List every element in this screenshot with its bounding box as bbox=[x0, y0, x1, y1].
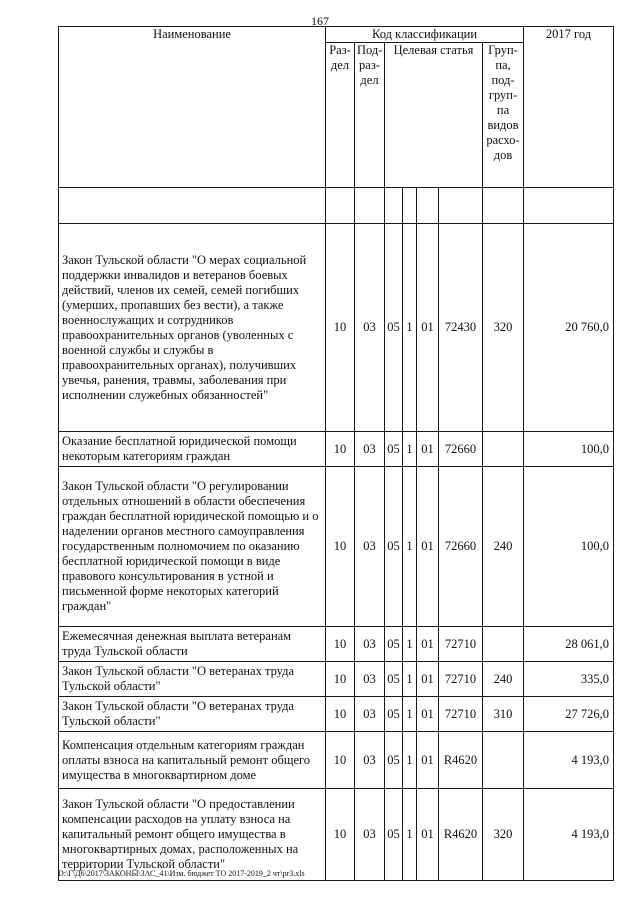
file-path-footer: D:\Г\Д6\2017\ЗАКОНЫ\ЗАС_41\Изм. бюджет ТО 2017-2019_2 чт\pr3.xls bbox=[58, 869, 305, 878]
row-expense-group bbox=[483, 732, 524, 789]
header-section: Раз- дел bbox=[326, 43, 355, 188]
row-amount: 100,0 bbox=[524, 467, 614, 627]
row-subsection: 03 bbox=[355, 697, 385, 732]
spacer-cell bbox=[385, 188, 403, 224]
table-row bbox=[59, 224, 614, 432]
table-row bbox=[59, 467, 614, 627]
header-name: Наименование bbox=[59, 27, 326, 188]
row-amount: 28 061,0 bbox=[524, 627, 614, 662]
row-expense-group: 320 bbox=[483, 224, 524, 432]
row-name: Закон Тульской области "О регулировании отдельных отношений в области обеспечения граждан бесплатной юридической помощью и о наделении органов местного самоуправления государственным полномочием по оказанию бесплатной юридической помощи в виде правового консультирования в устной и письменной форме некоторых категорий граждан" bbox=[59, 467, 326, 627]
row-subsection: 03 bbox=[355, 432, 385, 467]
row-target-part-1: 05 bbox=[385, 432, 403, 467]
table-body bbox=[59, 188, 614, 881]
header-target-article: Целевая статья bbox=[385, 43, 483, 188]
row-target-part-1: 05 bbox=[385, 627, 403, 662]
row-target-part-1: 05 bbox=[385, 697, 403, 732]
row-name: Закон Тульской области "О ветеранах труда Тульской области" bbox=[59, 697, 326, 732]
row-target-part-3: 01 bbox=[417, 467, 439, 627]
row-target-part-1: 05 bbox=[385, 224, 403, 432]
spacer-cell bbox=[355, 188, 385, 224]
row-amount: 100,0 bbox=[524, 432, 614, 467]
row-amount: 20 760,0 bbox=[524, 224, 614, 432]
row-section: 10 bbox=[326, 467, 355, 627]
row-target-part-2: 1 bbox=[403, 627, 417, 662]
row-expense-group: 310 bbox=[483, 697, 524, 732]
row-subsection: 03 bbox=[355, 627, 385, 662]
row-subsection: 03 bbox=[355, 662, 385, 697]
row-amount: 27 726,0 bbox=[524, 697, 614, 732]
table-row bbox=[59, 432, 614, 467]
row-target-part-4: 72660 bbox=[439, 467, 483, 627]
table-header bbox=[59, 27, 614, 188]
table-row bbox=[59, 789, 614, 881]
row-target-part-2: 1 bbox=[403, 789, 417, 881]
row-subsection: 03 bbox=[355, 732, 385, 789]
row-target-part-3: 01 bbox=[417, 697, 439, 732]
row-target-part-3: 01 bbox=[417, 662, 439, 697]
row-target-part-4: 72710 bbox=[439, 662, 483, 697]
row-name: Закон Тульской области "О мерах социальной поддержки инвалидов и ветеранов боевых действий, членов их семей, семей погибших (умерших, пропавших без вести), а также военнослужащих и сотрудников правоохранительных органов (уволенных с военной службы и службы в правоохранительных органах), получивших увечья, ранения, травмы, заболевания при исполнении служебных обязанностей" bbox=[59, 224, 326, 432]
row-target-part-2: 1 bbox=[403, 467, 417, 627]
spacer-cell bbox=[524, 188, 614, 224]
spacer-cell bbox=[326, 188, 355, 224]
row-subsection: 03 bbox=[355, 789, 385, 881]
row-section: 10 bbox=[326, 697, 355, 732]
row-section: 10 bbox=[326, 627, 355, 662]
row-name: Закон Тульской области "О ветеранах труда Тульской области" bbox=[59, 662, 326, 697]
row-target-part-4: 72430 bbox=[439, 224, 483, 432]
spacer-row bbox=[59, 188, 614, 224]
row-expense-group bbox=[483, 432, 524, 467]
header-subsection: Под- раз- дел bbox=[355, 43, 385, 188]
row-amount: 335,0 bbox=[524, 662, 614, 697]
row-target-part-4: 72710 bbox=[439, 627, 483, 662]
row-target-part-2: 1 bbox=[403, 662, 417, 697]
row-expense-group: 320 bbox=[483, 789, 524, 881]
spacer-cell bbox=[483, 188, 524, 224]
row-subsection: 03 bbox=[355, 467, 385, 627]
row-target-part-2: 1 bbox=[403, 432, 417, 467]
row-name: Ежемесячная денежная выплата ветеранам труда Тульской области bbox=[59, 627, 326, 662]
table-row bbox=[59, 627, 614, 662]
row-amount: 4 193,0 bbox=[524, 732, 614, 789]
row-section: 10 bbox=[326, 789, 355, 881]
row-expense-group: 240 bbox=[483, 467, 524, 627]
spacer-cell bbox=[439, 188, 483, 224]
row-target-part-4: R4620 bbox=[439, 732, 483, 789]
row-expense-group bbox=[483, 627, 524, 662]
row-section: 10 bbox=[326, 224, 355, 432]
row-target-part-3: 01 bbox=[417, 432, 439, 467]
row-target-part-2: 1 bbox=[403, 697, 417, 732]
row-target-part-3: 01 bbox=[417, 789, 439, 881]
spacer-cell bbox=[403, 188, 417, 224]
row-amount: 4 193,0 bbox=[524, 789, 614, 881]
table-row bbox=[59, 662, 614, 697]
row-expense-group: 240 bbox=[483, 662, 524, 697]
header-code-group: Код классификации bbox=[326, 27, 524, 43]
row-target-part-2: 1 bbox=[403, 224, 417, 432]
row-target-part-4: 72710 bbox=[439, 697, 483, 732]
header-expense-group: Груп- па, под- груп- па видов расхо- дов bbox=[483, 43, 524, 188]
budget-table bbox=[58, 26, 614, 881]
row-name: Закон Тульской области "О предоставлении компенсации расходов на уплату взноса на капитальный ремонт общего имущества в многоквартирных домах, расположенных на территории Тульской области" bbox=[59, 789, 326, 881]
table-row bbox=[59, 697, 614, 732]
row-target-part-4: 72660 bbox=[439, 432, 483, 467]
table-row bbox=[59, 732, 614, 789]
row-target-part-1: 05 bbox=[385, 467, 403, 627]
spacer-cell bbox=[59, 188, 326, 224]
row-target-part-3: 01 bbox=[417, 224, 439, 432]
row-target-part-1: 05 bbox=[385, 732, 403, 789]
row-target-part-3: 01 bbox=[417, 627, 439, 662]
row-section: 10 bbox=[326, 432, 355, 467]
row-section: 10 bbox=[326, 662, 355, 697]
row-target-part-1: 05 bbox=[385, 662, 403, 697]
row-target-part-1: 05 bbox=[385, 789, 403, 881]
row-target-part-2: 1 bbox=[403, 732, 417, 789]
row-section: 10 bbox=[326, 732, 355, 789]
row-name: Компенсация отдельным категориям граждан оплаты взноса на капитальный ремонт общего имущества в многоквартирном доме bbox=[59, 732, 326, 789]
row-name: Оказание бесплатной юридической помощи некоторым категориям граждан bbox=[59, 432, 326, 467]
row-subsection: 03 bbox=[355, 224, 385, 432]
row-target-part-3: 01 bbox=[417, 732, 439, 789]
row-target-part-4: R4620 bbox=[439, 789, 483, 881]
page-number: 167 bbox=[311, 14, 329, 28]
spacer-cell bbox=[417, 188, 439, 224]
header-year: 2017 год bbox=[524, 27, 614, 188]
